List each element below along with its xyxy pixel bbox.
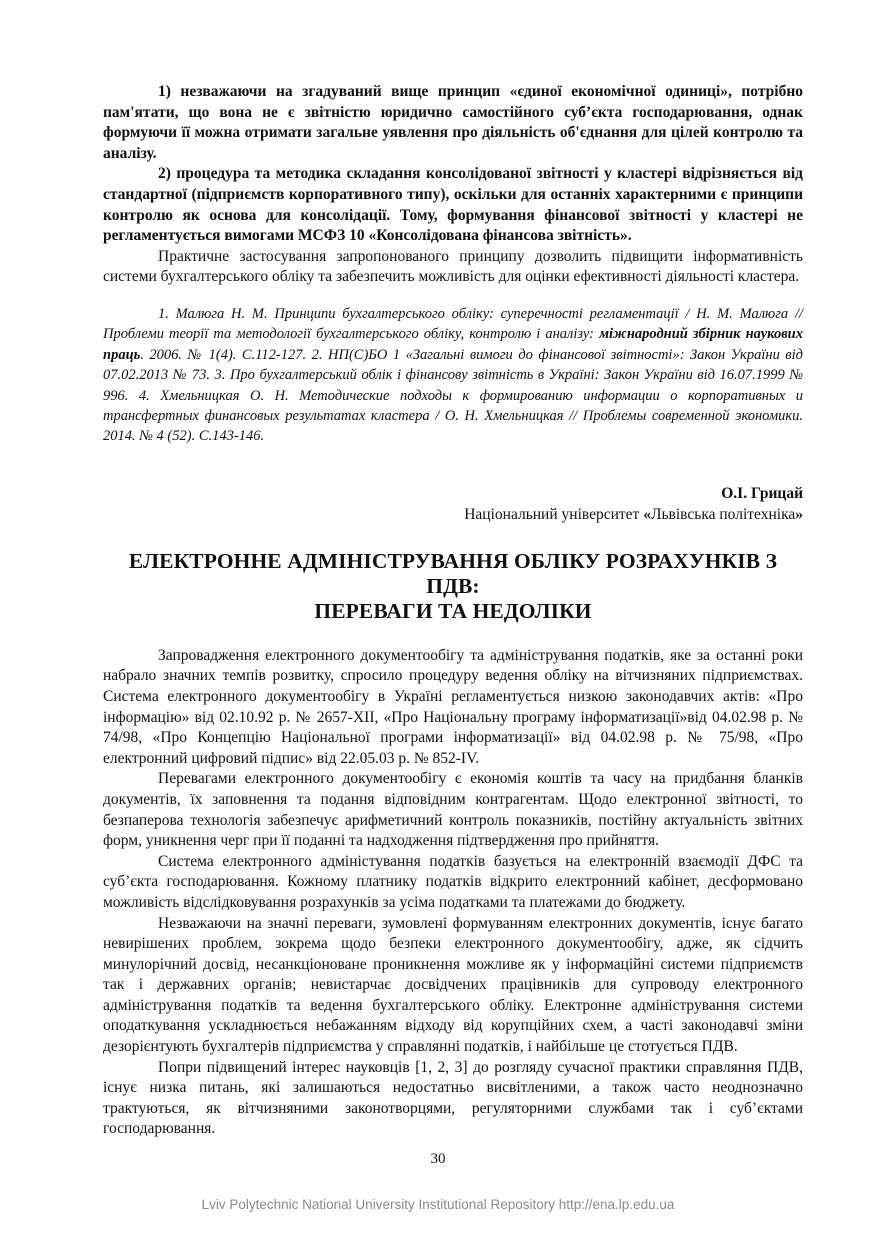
author-block — [103, 483, 803, 525]
body-paragraph-5: Попри підвищений інтерес науковців [1, 2, 3] до розгляду сучасної практики справляння ПДВ, існує низка питань, які залишаються недостатньо висвітленими, а також часто неоднозначно трактуються, як вітчизняними законотворцями, регуляторними службами так і суб’єктами господарювання. — [103, 1058, 803, 1138]
body-paragraph-2: Перевагами електронного документообігу є економія коштів та часу на придбання бланків документів, їх заповнення та подання відповідним контрагентам. Щодо електронної звітності, то безпаперова технологія забезпечує арифметичний контроль показників, постійну актуальність звітних форм, уникнення черг при її поданні та надходження підтвердження про прийняття. — [103, 770, 803, 850]
affiliation-prefix: Національний університет — [464, 505, 644, 523]
author-affiliation — [103, 504, 803, 525]
article-title-line-2: ПЕРЕВАГИ ТА НЕДОЛІКИ — [314, 598, 592, 623]
reference-text-1: 1. Малюга Н. М. Принципи бухгалтерського обліку: суперечності регламентації / Н. М. Малюга // Проблеми теорії та методології бухгалтерського обліку, контролю і аналізу: — [103, 305, 803, 343]
reference-text-2: . 2006. № 1(4). С.112-127. 2. НП(С)БО 1 «Загальні вимоги до фінансової звітності»: Закон України від 07.02.2013 № 73. 3. Про бухгалтерський облік і фінансову звітність в Україні: Закон України від 16.07.1999 № 996. 4. Хмельницкая О. Н. Методические подходы к формированию информации о корпоративных и трансфертных финансовых результатах кластера / О. Н. Хмельницкая // Проблемы современной экономики. 2014. № 4 (52). С.143-146. — [103, 346, 803, 445]
references — [103, 304, 803, 447]
intro-point-2: 2) процедура та методика складання консолідованої звітності у кластері відрізняється від стандартної (підприємств корпоративного типу), оскільки для останніх характерними є принципи контролю як основа для консолідації. Тому, формування фінансової звітності у кластері не регламентується вимогами МСФЗ 10 «Консолідована фінансова звітність». — [103, 165, 803, 245]
article-title-line-1: ЕЛЕКТРОННЕ АДМІНІСТРУВАННЯ ОБЛІКУ РОЗРАХУНКІВ З ПДВ: — [128, 548, 778, 598]
article-title — [103, 549, 803, 624]
reference-bold-title: міжнародний збірник наукових праць — [103, 326, 803, 363]
intro-conclusion: Практичне застосування запропонованого принципу дозволить підвищити інформативність системи бухгалтерського обліку та забезпечить можливість для оцінки ефективності діяльності кластера. — [103, 247, 803, 286]
repository-footer: Lviv Polytechnic National University Institutional Repository http://ena.lp.edu.ua — [201, 1197, 675, 1212]
affiliation-quote-open: « — [643, 505, 651, 523]
body-paragraph-4: Незважаючи на значні переваги, зумовлені формуванням електронних документів, існує багато невирішених проблем, зокрема щодо безпеки електронного документообігу, адже, як сідчить минулорічний досвід, несанкціоноване проникнення можливе як у інформаційні системи підприємств так і державних органів; невистарчає досвідчених працівників для супроводу електронного адміністрування податків та ведення бухгалтерського обліку. Електронне адміністрування системи оподаткування ускладнюється небажанням відходу від корупційних схем, а часті законодавчі зміни дезорієнтують бухгалтерів підприємства у справлянні податків, і найбільше це стотується ПДВ. — [103, 914, 803, 1056]
page-number: 30 — [430, 1151, 446, 1167]
page-content — [103, 82, 803, 1140]
body-paragraph-1: Запровадження електронного документообігу та адміністрування податків, яке за останні роки набрало значних темпів розвитку, спросило процедуру ведення обліку на вітчизняних підприємствах. Система електронного документообігу в Україні регламентується низкою законодавчих актів: «Про інформацію» від 02.10.92 р. № 2657-XII, «Про Національну програму інформатизації»від 04.02.98 р. № 74/98, «Про Концепцію Національної програми інформатизації» від 04.02.98 р. № 75/98, «Про електронний цифровий підпис» від 22.05.03 р. № 852-IV. — [103, 646, 803, 767]
body-paragraph-3: Система електронного адміністування податків базується на електронній взаємодії ДФС та суб’єкта господарювання. Кожному платнику податків відкрито електронний кабінет, десформовано можливість відслідковування розрахунків за усіма податками та платежами до бюджету. — [103, 852, 803, 911]
intro-point-1: 1) незважаючи на згадуваний вище принцип «єдиної економічної одиниці», потрібно пам'ятати, що вона не є звітністю юридично самостійного суб’єкта господарювання, однак формуючи її можна отримати загальне уявлення про діяльність об'єднання для цілей контролю та аналізу. — [103, 83, 803, 162]
author-name: О.І. Грицай — [721, 484, 803, 502]
affiliation-quote-close: » — [795, 505, 803, 523]
affiliation-name: Львівська політехніка — [650, 505, 796, 523]
